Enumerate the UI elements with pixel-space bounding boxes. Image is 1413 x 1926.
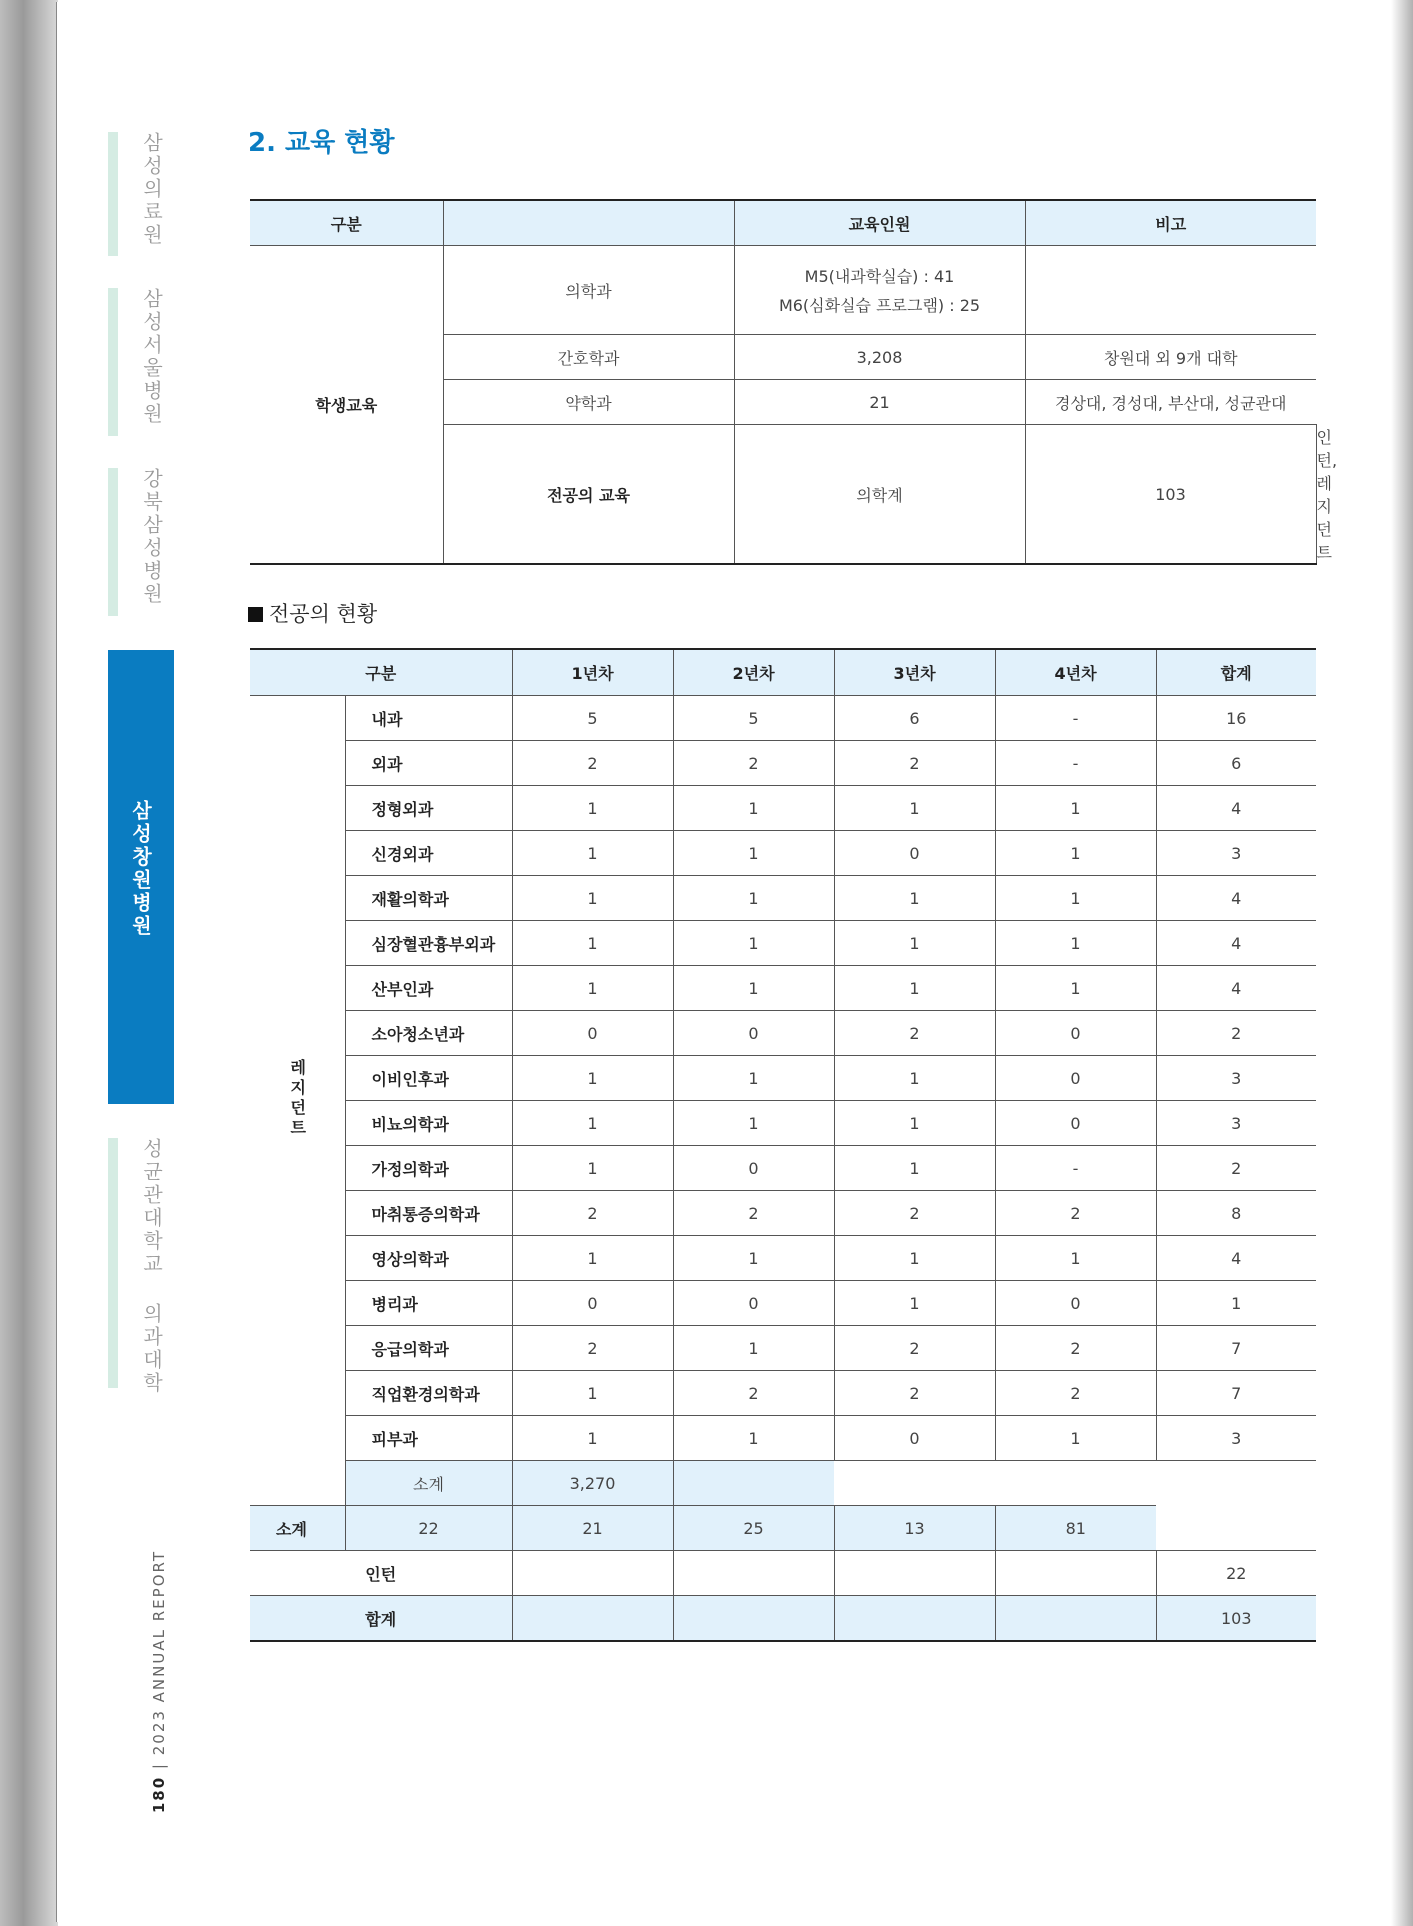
header-count: 교육인원 bbox=[734, 200, 1025, 246]
cell-value: 25 bbox=[673, 1506, 834, 1551]
sidebar-tab-samsung-seoul-hospital[interactable] bbox=[108, 288, 174, 436]
cell-dept: 소계 bbox=[250, 1506, 345, 1551]
cell-sub: 의학계 bbox=[734, 425, 1025, 565]
cell-value: 3 bbox=[1156, 831, 1316, 876]
header-note: 비고 bbox=[1025, 200, 1316, 246]
tab-bar bbox=[108, 132, 118, 256]
sidebar-tab-skku-medical-school[interactable] bbox=[108, 1138, 174, 1395]
cell-category: 인턴 bbox=[250, 1551, 512, 1596]
cell-value: 1 bbox=[995, 876, 1156, 921]
cell-dept: 영상의학과 bbox=[345, 1236, 512, 1281]
table-row bbox=[250, 921, 1316, 966]
cell-value: 0 bbox=[673, 1281, 834, 1326]
cell-value: 1 bbox=[834, 1101, 995, 1146]
table-row bbox=[250, 1056, 1316, 1101]
group-student-education: 학생교육 bbox=[250, 246, 443, 565]
header-category: 구분 bbox=[250, 649, 512, 696]
cell-value: 0 bbox=[995, 1281, 1156, 1326]
cell-dept: 직업환경의학과 bbox=[345, 1371, 512, 1416]
header-sub bbox=[443, 200, 734, 246]
resident-section-heading bbox=[248, 598, 377, 628]
cell-note bbox=[673, 1461, 834, 1506]
cell-value: 0 bbox=[834, 1416, 995, 1461]
table-row bbox=[250, 786, 1316, 831]
cell-value bbox=[834, 1551, 995, 1596]
tab-label: 성균관대학교 의과대학 bbox=[139, 1138, 164, 1395]
cell-value: 1 bbox=[834, 1146, 995, 1191]
table-row bbox=[250, 246, 1316, 335]
cell-value: 1 bbox=[995, 786, 1156, 831]
table-row bbox=[250, 1326, 1316, 1371]
header-category: 구분 bbox=[250, 200, 443, 246]
cell-value: 6 bbox=[834, 696, 995, 741]
cell-value: 0 bbox=[995, 1101, 1156, 1146]
cell-value: 0 bbox=[512, 1281, 673, 1326]
cell-value: 2 bbox=[512, 1191, 673, 1236]
cell-value: 2 bbox=[995, 1191, 1156, 1236]
cell-value: 2 bbox=[673, 1191, 834, 1236]
cell-dept: 정형외과 bbox=[345, 786, 512, 831]
cell-dept: 소아청소년과 bbox=[345, 1011, 512, 1056]
cell-value: 22 bbox=[345, 1506, 512, 1551]
cell-value: 2 bbox=[834, 1371, 995, 1416]
cell-value: 1 bbox=[512, 831, 673, 876]
cell-value: 0 bbox=[673, 1146, 834, 1191]
cell-value: 2 bbox=[834, 741, 995, 786]
cell-dept: 응급의학과 bbox=[345, 1326, 512, 1371]
cell-category: 합계 bbox=[250, 1596, 512, 1642]
count-line: M5(내과학실습) : 41 bbox=[804, 267, 955, 286]
cell-value: 1 bbox=[995, 831, 1156, 876]
cell-dept: 신경외과 bbox=[345, 831, 512, 876]
cell-value: 1 bbox=[512, 1416, 673, 1461]
cell-value: 2 bbox=[995, 1371, 1156, 1416]
cell-value: 1 bbox=[512, 1056, 673, 1101]
cell-value: 1 bbox=[512, 876, 673, 921]
cell-value: 1 bbox=[834, 966, 995, 1011]
cell-value: 5 bbox=[512, 696, 673, 741]
book-edge-shadow bbox=[0, 0, 58, 1926]
cell-value: 4 bbox=[1156, 876, 1316, 921]
table-row bbox=[250, 1011, 1316, 1056]
cell-value: 0 bbox=[673, 1011, 834, 1056]
cell-value: 103 bbox=[1156, 1596, 1316, 1642]
cell-value: 22 bbox=[1156, 1551, 1316, 1596]
cell-value: 1 bbox=[673, 831, 834, 876]
table-row bbox=[250, 1371, 1316, 1416]
page-number: 180 bbox=[150, 1775, 168, 1814]
cell-sub: 소계 bbox=[345, 1461, 512, 1506]
table-row bbox=[250, 1416, 1316, 1461]
cell-value: 0 bbox=[995, 1011, 1156, 1056]
cell-value bbox=[512, 1596, 673, 1642]
cell-dept: 산부인과 bbox=[345, 966, 512, 1011]
table-row bbox=[250, 1236, 1316, 1281]
tab-bar bbox=[108, 1138, 118, 1388]
table-row-intern bbox=[250, 1551, 1316, 1596]
cell-value: 21 bbox=[512, 1506, 673, 1551]
tab-bar bbox=[108, 288, 118, 436]
table-row bbox=[250, 741, 1316, 786]
table-row bbox=[250, 831, 1316, 876]
table-row bbox=[250, 1146, 1316, 1191]
cell-value: 2 bbox=[673, 741, 834, 786]
table-row bbox=[250, 1101, 1316, 1146]
count-line: M6(심화실습 프로그램) : 25 bbox=[778, 296, 981, 315]
cell-value bbox=[512, 1551, 673, 1596]
cell-value: 8 bbox=[1156, 1191, 1316, 1236]
footer-report-title: 2023 ANNUAL REPORT bbox=[150, 1550, 168, 1756]
table-row bbox=[250, 876, 1316, 921]
header-year3: 3년차 bbox=[834, 649, 995, 696]
page-footer bbox=[150, 1550, 168, 1813]
cell-value: 81 bbox=[995, 1506, 1156, 1551]
cell-value: 0 bbox=[512, 1011, 673, 1056]
cell-value: 3 bbox=[1156, 1056, 1316, 1101]
header-year4: 4년차 bbox=[995, 649, 1156, 696]
cell-value bbox=[673, 1551, 834, 1596]
cell-value: 3 bbox=[1156, 1101, 1316, 1146]
cell-value: 4 bbox=[1156, 921, 1316, 966]
cell-value: 4 bbox=[1156, 786, 1316, 831]
cell-value: - bbox=[995, 696, 1156, 741]
table-row bbox=[250, 1191, 1316, 1236]
table-header-row bbox=[250, 649, 1316, 696]
cell-value: 0 bbox=[834, 831, 995, 876]
education-table bbox=[250, 199, 1316, 565]
footer-separator: | bbox=[150, 1755, 168, 1776]
cell-dept: 심장혈관흉부외과 bbox=[345, 921, 512, 966]
cell-dept: 내과 bbox=[345, 696, 512, 741]
cell-sub: 약학과 bbox=[443, 380, 734, 425]
cell-value bbox=[995, 1596, 1156, 1642]
cell-dept: 이비인후과 bbox=[345, 1056, 512, 1101]
cell-dept: 가정의학과 bbox=[345, 1146, 512, 1191]
group-resident bbox=[250, 696, 345, 1506]
cell-value: 1 bbox=[673, 876, 834, 921]
cell-value: - bbox=[995, 1146, 1156, 1191]
cell-value: 16 bbox=[1156, 696, 1316, 741]
cell-value: 1 bbox=[995, 966, 1156, 1011]
cell-value: 1 bbox=[673, 1236, 834, 1281]
cell-value: 1 bbox=[673, 1101, 834, 1146]
cell-value: - bbox=[995, 741, 1156, 786]
cell-count: 3,270 bbox=[512, 1461, 673, 1506]
cell-value: 1 bbox=[1156, 1281, 1316, 1326]
cell-dept: 마취통증의학과 bbox=[345, 1191, 512, 1236]
square-bullet-icon bbox=[248, 607, 263, 622]
cell-value: 1 bbox=[512, 1146, 673, 1191]
sidebar-tab-kangbuk-samsung-hospital[interactable] bbox=[108, 468, 174, 616]
cell-value: 1 bbox=[995, 1416, 1156, 1461]
tab-label: 삼성창원병원 bbox=[128, 800, 153, 938]
tab-label: 강북삼성병원 bbox=[139, 468, 164, 606]
table-row bbox=[250, 696, 1316, 741]
resident-table bbox=[250, 648, 1316, 1642]
group-resident-education: 전공의 교육 bbox=[443, 425, 734, 565]
cell-value: 1 bbox=[673, 921, 834, 966]
cell-value: 1 bbox=[512, 1371, 673, 1416]
cell-note bbox=[1025, 246, 1316, 335]
cell-note: 경상대, 경성대, 부산대, 성균관대 bbox=[1025, 380, 1316, 425]
cell-value: 0 bbox=[995, 1056, 1156, 1101]
cell-value: 5 bbox=[673, 696, 834, 741]
cell-value: 1 bbox=[995, 1236, 1156, 1281]
cell-count bbox=[734, 246, 1025, 335]
header-year2: 2년차 bbox=[673, 649, 834, 696]
cell-count: 3,208 bbox=[734, 335, 1025, 380]
cell-dept: 비뇨의학과 bbox=[345, 1101, 512, 1146]
table-row-subtotal bbox=[250, 1506, 1316, 1551]
tab-bar bbox=[108, 468, 118, 616]
cell-value: 1 bbox=[834, 921, 995, 966]
cell-value: 1 bbox=[995, 921, 1156, 966]
table-row-total bbox=[250, 1596, 1316, 1642]
cell-value: 2 bbox=[1156, 1146, 1316, 1191]
cell-value: 2 bbox=[834, 1011, 995, 1056]
cell-value: 1 bbox=[834, 876, 995, 921]
cell-value: 1 bbox=[673, 786, 834, 831]
cell-value: 2 bbox=[512, 1326, 673, 1371]
header-total: 합계 bbox=[1156, 649, 1316, 696]
cell-value bbox=[834, 1596, 995, 1642]
table-row-subtotal bbox=[250, 1461, 1316, 1506]
cell-count: 103 bbox=[1025, 425, 1316, 565]
cell-value: 6 bbox=[1156, 741, 1316, 786]
table-row bbox=[250, 966, 1316, 1011]
cell-value: 2 bbox=[1156, 1011, 1316, 1056]
cell-value: 2 bbox=[834, 1191, 995, 1236]
cell-sub: 의학과 bbox=[443, 246, 734, 335]
cell-value: 1 bbox=[512, 966, 673, 1011]
cell-note: 창원대 외 9개 대학 bbox=[1025, 335, 1316, 380]
cell-value: 1 bbox=[673, 1416, 834, 1461]
cell-value: 1 bbox=[512, 1101, 673, 1146]
cell-value: 7 bbox=[1156, 1371, 1316, 1416]
cell-dept: 외과 bbox=[345, 741, 512, 786]
cell-dept: 피부과 bbox=[345, 1416, 512, 1461]
cell-value bbox=[995, 1551, 1156, 1596]
cell-dept: 병리과 bbox=[345, 1281, 512, 1326]
page-curl-shadow bbox=[1391, 0, 1413, 1926]
cell-value: 2 bbox=[834, 1326, 995, 1371]
cell-value: 1 bbox=[512, 1236, 673, 1281]
tab-label: 삼성서울병원 bbox=[139, 288, 164, 426]
section-title: 2. 교육 현황 bbox=[248, 128, 395, 158]
cell-value: 2 bbox=[673, 1371, 834, 1416]
cell-value: 1 bbox=[673, 966, 834, 1011]
table-header-row bbox=[250, 200, 1316, 246]
cell-sub: 간호학과 bbox=[443, 335, 734, 380]
group-resident-label: 레지던트 bbox=[287, 1058, 307, 1139]
resident-section-title: 전공의 현황 bbox=[269, 602, 378, 626]
cell-value: 3 bbox=[1156, 1416, 1316, 1461]
cell-value: 1 bbox=[834, 1056, 995, 1101]
table-row bbox=[250, 1281, 1316, 1326]
cell-value: 1 bbox=[834, 1281, 995, 1326]
cell-count: 21 bbox=[734, 380, 1025, 425]
cell-value: 1 bbox=[512, 786, 673, 831]
sidebar-tab-samsung-changwon-hospital[interactable] bbox=[108, 650, 174, 1104]
cell-value: 2 bbox=[512, 741, 673, 786]
cell-value: 1 bbox=[673, 1326, 834, 1371]
tab-label: 삼성의료원 bbox=[139, 132, 164, 247]
cell-value: 7 bbox=[1156, 1326, 1316, 1371]
cell-value bbox=[673, 1596, 834, 1642]
cell-value: 1 bbox=[512, 921, 673, 966]
cell-value: 4 bbox=[1156, 966, 1316, 1011]
cell-value: 4 bbox=[1156, 1236, 1316, 1281]
cell-value: 13 bbox=[834, 1506, 995, 1551]
header-year1: 1년차 bbox=[512, 649, 673, 696]
cell-value: 1 bbox=[834, 786, 995, 831]
cell-dept: 재활의학과 bbox=[345, 876, 512, 921]
sidebar-tab-samsung-medical-center[interactable] bbox=[108, 132, 174, 256]
cell-value: 1 bbox=[834, 1236, 995, 1281]
cell-value: 1 bbox=[673, 1056, 834, 1101]
cell-value: 2 bbox=[995, 1326, 1156, 1371]
